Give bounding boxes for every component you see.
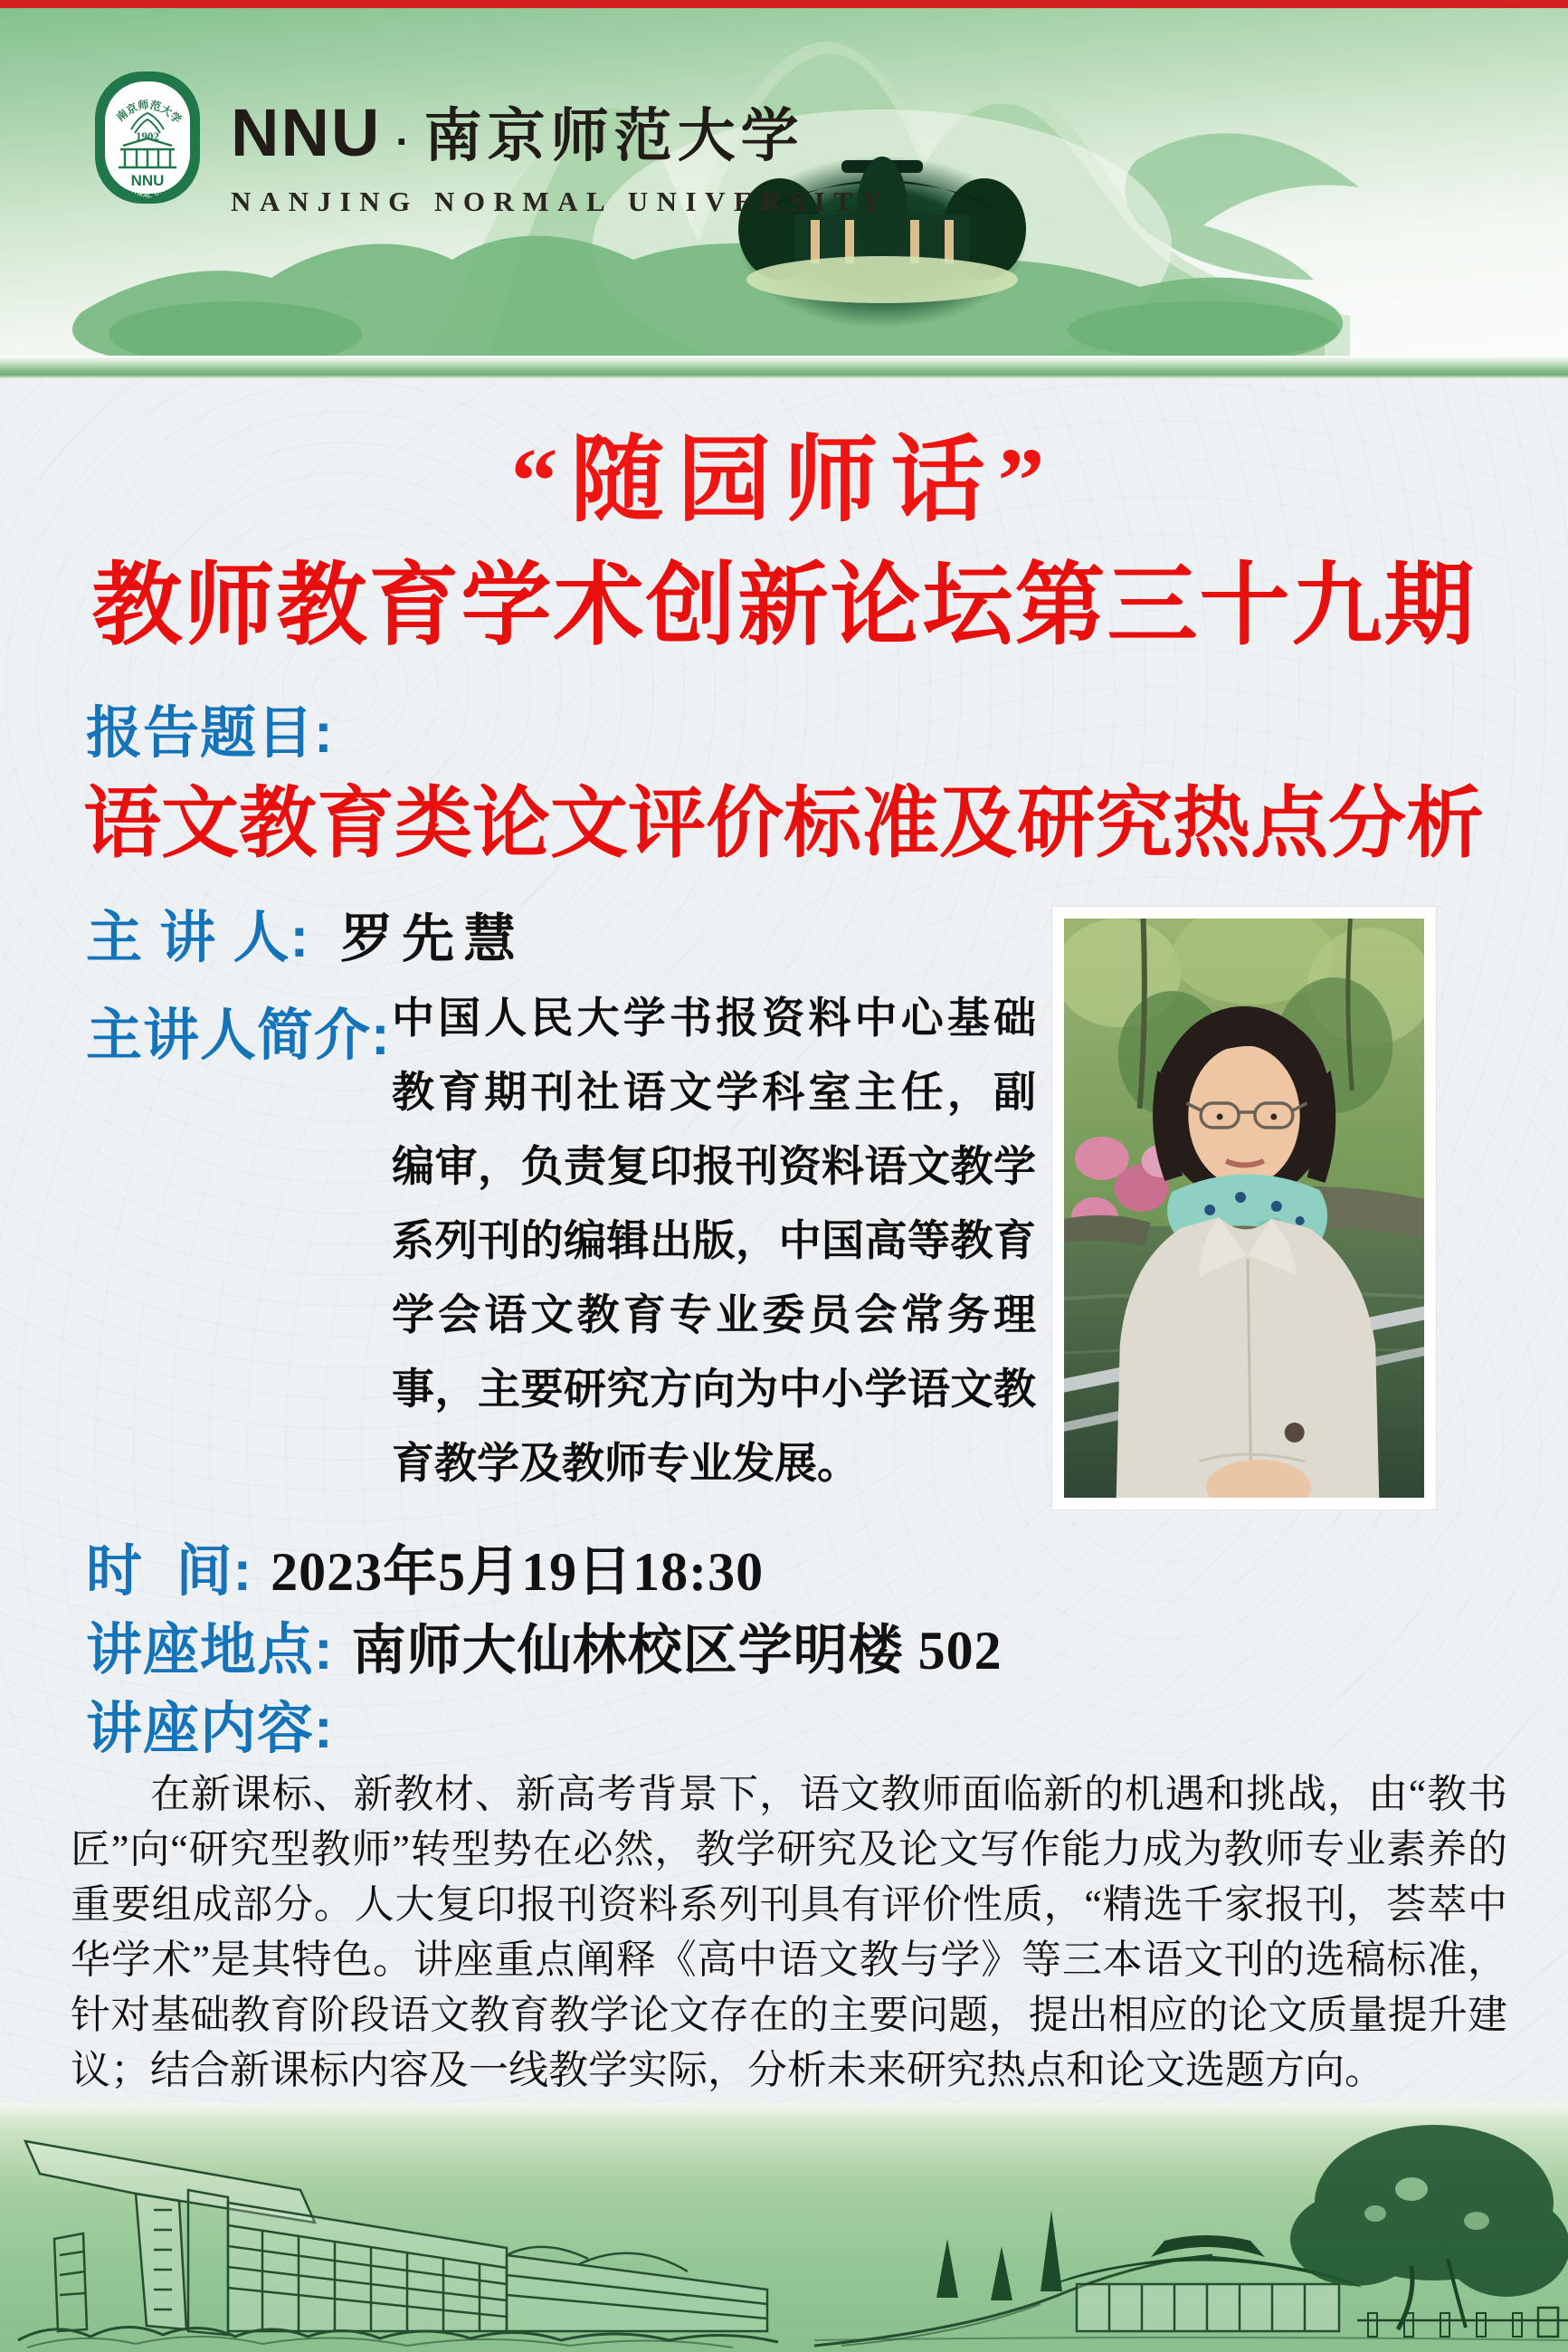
time-value: 2023年5月19日18:30 [271, 1542, 765, 1602]
wordmark-separator-dot: · [395, 118, 410, 165]
wordmark-abbr: NNU [231, 95, 382, 170]
bio-line: 学会语文教育专业委员会常务理 [392, 1292, 1036, 1339]
lecture-abstract: 在新课标、新教材、新高考背景下，语文教师面临新的机遇和挑战，由“教书匠”向“研究型教师”转型势在必然，教学研究及论文写作能力成为教师专业素养的重要组成部分。人大复印报刊资料系列刊具有评价性质，“精选千家报刊，荟萃中华学术”是其特色。讲座重点阐释《高中语文教与学》等三本语文刊的选稿标准，针对基础教育阶段语文教育教学论文存在的主要问题，提出相应的论文质量提升建议；结合新课标内容及一线教学实际，分析未来研究热点和论文选题方向。 [71, 1772, 1507, 2092]
logo-abbr: NNU [130, 172, 165, 189]
speaker-photo [1052, 907, 1436, 1509]
top-red-strip [0, 0, 1568, 8]
nnu-logo [93, 70, 202, 205]
logo-ring-en: NANJING NORMAL UNIVERSITY [106, 148, 188, 201]
university-brand-lockup [93, 70, 889, 218]
university-wordmark [231, 70, 889, 218]
lecture-content-label: 讲座内容: [86, 1698, 334, 1760]
bio-line: 事，主要研究方向为中小学语文教 [392, 1366, 1036, 1414]
speaker-bio-label: 主讲人简介: [86, 1005, 391, 1067]
venue-row [86, 1605, 1003, 1685]
venue-value: 南师大仙林校区学明楼 502 [351, 1621, 1003, 1681]
bio-line: 编审，负责复印报刊资料语文教学 [392, 1144, 1036, 1191]
header-banner [0, 8, 1568, 356]
bio-line: 系列刊的编辑出版，中国高等教育 [392, 1218, 1036, 1265]
footer-banner [0, 2103, 1568, 2352]
forum-title: 教师教育学术创新论坛第三十九期 [91, 556, 1477, 656]
bio-line: 教育期刊社语文学科室主任，副 [392, 1070, 1036, 1117]
logo-year: 1902 [136, 129, 159, 143]
report-title: 语文教育类论文评价标准及研究热点分析 [83, 780, 1484, 867]
wordmark-english-name: NANJING NORMAL UNIVERSITY [231, 186, 890, 217]
report-title-label: 报告题目: [86, 702, 334, 765]
logo-ring-cn: 南京师范大学 [113, 98, 185, 127]
green-separator-band [0, 356, 1568, 379]
wordmark-chinese-name: 南京师范大学 [423, 104, 804, 168]
series-calligraphy-title: “随园师话” [510, 429, 1058, 533]
time-label: 时 间: [86, 1540, 253, 1603]
time-row [86, 1526, 764, 1606]
footer-campus-sketch-art [0, 2103, 1568, 2352]
bio-line: 育教学及教师专业发展。 [392, 1441, 860, 1488]
venue-label: 讲座地点: [86, 1619, 334, 1681]
speaker-row [86, 892, 525, 973]
bio-line: 中国人民大学书报资料中心基础 [392, 995, 1036, 1043]
speaker-bio-text [392, 982, 1036, 1501]
speaker-label: 主 讲 人: [86, 907, 310, 969]
poster-body [0, 379, 1568, 2103]
speaker-name: 罗先慧 [340, 909, 526, 968]
